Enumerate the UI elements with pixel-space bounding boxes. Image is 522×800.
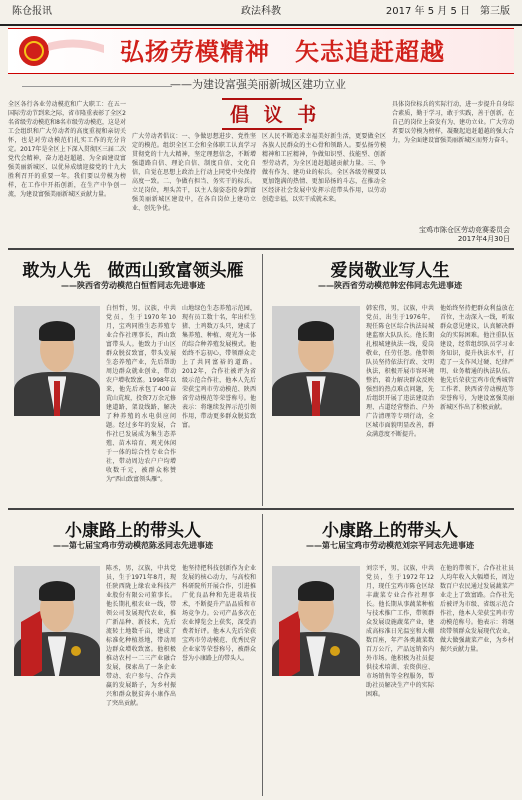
story4-text-2: 在他的带领下，合作社社员人均年收入大幅增长，周边数百户农民通过发展蔬菜产业走上了致富路。合作社先后被评为市级、省级示范合作社，他本人荣获宝鸡市劳动模范称号。他表示：将继续带领群众发展现代农业，做大做强蔬菜产业，为乡村振兴贡献力量。 (440, 565, 514, 653)
story3-subtitle: ——第七届宝鸡市劳动模范陈丞同志先进事迹 (53, 541, 213, 550)
subtitle-rule (22, 86, 172, 87)
story1-title: 敢为人先 做西山致富领头雁 (22, 261, 244, 281)
paper-name: 陈仓报讯 (12, 6, 52, 17)
story1-text-2: 山地绿色生态养殖示范园，现有员工数十名，年出栏生猪、土鸡数万头只，建成了集养殖、种植、观光为一体的综合种养殖发展模式。他始终不忘初心，带领群众走上了共同富裕的道路。2012年，合作社被评为省级示范合作社，他本人先后荣获宝鸡市劳动模范、陕西省劳动模范等荣誉称号。他表示：将继续发挥示范引领作用，带动更多群众脱贫致富。 (182, 305, 256, 429)
story4-text-1: 刘宗平，男，汉族，中共党员，生于1972年12月，现任宝鸡市陈仓区绿丰蔬菜专业合作社理事长。他长期从事蔬菜种植与技术推广工作，带领群众发展设施蔬菜产业，建成高标准日光温室和大棚数百座，年产各类蔬菜数百万公斤，产品远销省内外市场。他积极为社员提供技术培训、农资供应、市场销售等全程服务，帮助社员解决生产中的实际困难。 (366, 565, 434, 698)
section-divider (8, 248, 514, 250)
date-page: 2017 年 5 月 5 日 第三版 (385, 6, 510, 17)
headline-subtitle: ——为建设富强美丽新城区建功立业 (170, 78, 346, 91)
proposal-column-1 (8, 100, 126, 242)
headline-banner (8, 28, 514, 74)
proposal-column-4 (392, 100, 514, 230)
story2-column-2 (440, 304, 514, 504)
section-divider-2 (8, 508, 514, 510)
proposal-text-4: 具体岗位标兵的实际行动，进一步提升自身综合素质，勤于学习，敢于实践，善于创新，在自己的岗位上奋发有为、建功立业。广大劳动者要以劳模为榜样，凝聚起追赶超越的强大合力，为全面建设富强美丽新城区而努力奋斗。 (392, 101, 514, 144)
story1-portrait (14, 306, 100, 416)
column-divider-bottom (262, 514, 263, 796)
page-header (0, 0, 522, 26)
column-divider-top (262, 254, 263, 506)
story2-title: 爱岗敬业写人生 (330, 261, 450, 281)
proposal-text-1: 全区各行各业劳动模范和广大职工：在五一国际劳动节到来之际，省市隆重表彰了全区2名省级劳动模范和8名市级劳动模范，这是对工会组织和广大劳动者的高度重视和亲切关怀，也是对劳动模范们扎实工作的充分肯定。2017年是全区上下深入贯彻区三届二次党代会精神，奋力追赶超越、为全面建设富强美丽新城区、以优异成绩迎接党的十九大胜利召开的重要一年。我们要以劳模为榜样，在工作中开拓创新，在生产中争创一流，为建设富强美丽新城区贡献力量。 (8, 101, 126, 198)
story4-title: 小康路上的带头人 (322, 521, 458, 541)
signature-org: 宝鸡市陈仓区劳动竞赛委员会 (419, 226, 510, 234)
union-emblem-icon (16, 33, 106, 69)
proposal-text-2: 广大劳动者倡议：一、争做思想进步、党性坚定的模范。组织全区工会和全体职工认真学习贯彻党的十九大精神，坚定理想信念，不断增强道路自信、理论自信、制度自信、文化自信，自觉在思想上政治上行动上同党中央保持高度一致。二、争做有担当、务实干的标兵。立足岗位，埋头苦干，以主人翁姿态投身到富强美丽新城区建设中，在各自岗位上建功立业、创先争优。 (132, 133, 256, 212)
story1-text-1: 白恒哲，男，汉族，中共党员，生于1970年10月，宝鸡同胜生态养殖专业合作社理事长，西山致富带头人。他致力于山区群众脱贫致富，带头发展生态养殖产业，先后帮助周边群众就业创业，带动农户增收致富。1998年以来，他先后承包了400亩荒山荒坡，投资7万余元修建道路，架设线路，解决了种养殖的水电供应问题。经过多年的发展，合作社已发展成为集生态养殖、苗木培育、观光休闲于一体的综合性专业合作社，带动周边农户户均增收数千元，被群众称赞为“西山致富领头雁”。 (106, 305, 176, 483)
story4-portrait (272, 566, 360, 676)
story2-text-2: 他始终坚持把群众利益放在首位，主动深入一线，听取群众意见建议，认真解决群众的实际困难。他注重队伍建设，经常组织队员学习业务知识，提升执法水平，打造了一支作风过硬、纪律严明、业务精通的执法队伍。他先后荣获宝鸡市优秀城管工作者、陕西省劳动模范等荣誉称号，为建设富强美丽新城区作出了积极贡献。 (440, 305, 514, 411)
story3-text-1: 陈丞，男，汉族，中共党员，生于1971年8月，现任陕西陇上缘农业科技产业股份有限公司董事长。他长期扎根农业一线，带领公司发展现代农业，推广新品种、新技术，先后流转土地数千亩，建成了标准化种植基地，带动周边群众增收致富。他积极推动农村一二三产业融合发展，探索出了一条企业带动、农户参与、合作共赢的发展路子，为乡村振兴和群众脱贫奔小康作出了突出贡献。 (106, 565, 176, 707)
story1-column-2 (182, 304, 256, 504)
story2-column-1 (366, 304, 434, 504)
signature-date: 2017年4月30日 (457, 235, 510, 243)
story4-column-1 (366, 564, 434, 796)
story3-column-1 (106, 564, 176, 796)
story2-subtitle: ——陕西省劳动模范韩宏伟同志先进事迹 (318, 281, 462, 290)
story3-text-2: 他坚持把科技创新作为企业发展的核心动力，与高校和科研院所开展合作，引进推广优良品种和先进栽培技术，不断提升产品品质和市场竞争力。公司产品多次在农业博览会上获奖，深受消费者好评。他本人先后荣获宝鸡市劳动模范、优秀民营企业家等荣誉称号，被群众誉为小康路上的带头人。 (182, 565, 256, 662)
story4-subtitle: ——第七届宝鸡市劳动模范刘宗平同志先进事迹 (306, 541, 474, 550)
proposal-signature (380, 226, 510, 244)
proposal-column-3 (262, 132, 386, 242)
story2-text-1: 韩宏伟，男，汉族，中共党员，出生于1976年，现任陈仓区综合执法局城建监察大队队长。他长期扎根城建执法一线，爱岗敬业，任劳任怨。他带领队员坚持依法行政、文明执法，积极开展市容环境整治，着力解决群众反映强烈的热点难点问题，先后组织开展了违法建设治理、占道经营整治、户外广告清理等专项行动，全区城市面貌明显改善，群众满意度不断提升。 (366, 305, 434, 438)
proposal-text-3: 区人民不断追求幸福美好新生活，更要做全区各族人民群众的主心骨和领路人。要弘扬劳模精神和工匠精神，争做知识型、技能型、创新型劳动者，为全区追赶超越贡献力量。三、争做有作为、建功业的标兵。全区各级劳模要以更加饱满的热情、更加昂扬的斗志，在推动全区经济社会发展中发挥示范带头作用，以劳动创造幸福，以实干成就未来。 (262, 133, 386, 203)
section-name: 政法科教 (241, 6, 281, 17)
proposal-column-2 (132, 132, 256, 242)
story4-column-2 (440, 564, 514, 796)
story3-column-2 (182, 564, 256, 796)
proposal-title: 倡 议 书 (230, 104, 321, 126)
story3-portrait (14, 566, 100, 676)
story1-column-1 (106, 304, 176, 504)
headline-title: 弘扬劳模精神 矢志追赶超越 (120, 37, 445, 66)
story3-title: 小康路上的带头人 (65, 521, 201, 541)
story1-subtitle: ——陕西省劳动模范白恒哲同志先进事迹 (61, 281, 205, 290)
story2-portrait (272, 306, 360, 416)
